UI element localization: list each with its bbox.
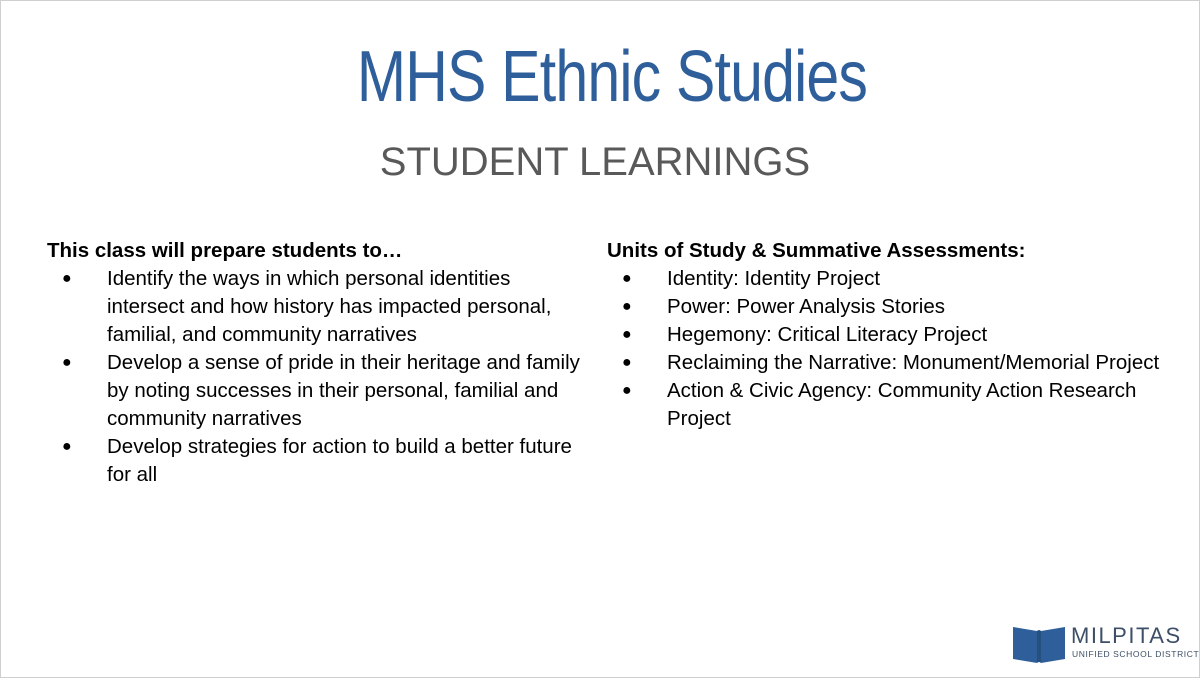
bullet-icon: ● (62, 438, 72, 455)
list-item (47, 349, 587, 433)
list-item-text: Power: Power Analysis Stories (667, 295, 946, 318)
bullet-icon: ● (622, 382, 632, 399)
list-item (607, 321, 1167, 349)
list-item-text: Identify the ways in which personal identities intersect and how history has impacted personal, familial, and community narratives (107, 267, 552, 346)
logo-subtitle: UNIFIED SCHOOL DISTRICT (1072, 649, 1200, 659)
list-item-text: Action & Civic Agency: Community Action Research Project (667, 379, 1137, 430)
logo-name: MILPITAS (1071, 623, 1182, 648)
list-item (607, 265, 1167, 293)
objectives-list (47, 265, 587, 489)
district-logo (1011, 621, 1200, 667)
slide-subtitle: STUDENT LEARNINGS (379, 140, 811, 184)
open-book-icon (1011, 621, 1067, 665)
right-column (607, 237, 1167, 433)
bullet-icon: ● (622, 354, 632, 371)
list-item-text: Reclaiming the Narrative: Monument/Memorial Project (667, 351, 1160, 374)
bullet-icon: ● (62, 270, 72, 287)
units-list (607, 265, 1167, 433)
bullet-icon: ● (622, 298, 632, 315)
bullet-icon: ● (622, 270, 632, 287)
slide-title: MHS Ethnic Studies (356, 37, 868, 117)
left-column-heading: This class will prepare students to… (47, 239, 403, 262)
list-item-text: Develop a sense of pride in their heritage and family by noting successes in their personal, familial and community narratives (107, 351, 580, 430)
left-column (47, 237, 587, 489)
list-item-text: Develop strategies for action to build a better future for all (107, 435, 572, 486)
list-item-text: Identity: Identity Project (667, 267, 881, 290)
list-item (607, 293, 1167, 321)
list-item (47, 433, 587, 489)
list-item (47, 265, 587, 349)
list-item (607, 377, 1167, 433)
bullet-icon: ● (62, 354, 72, 371)
list-item-text: Hegemony: Critical Literacy Project (667, 323, 988, 346)
list-item (607, 349, 1167, 377)
right-column-heading: Units of Study & Summative Assessments: (607, 239, 1026, 262)
bullet-icon: ● (622, 326, 632, 343)
